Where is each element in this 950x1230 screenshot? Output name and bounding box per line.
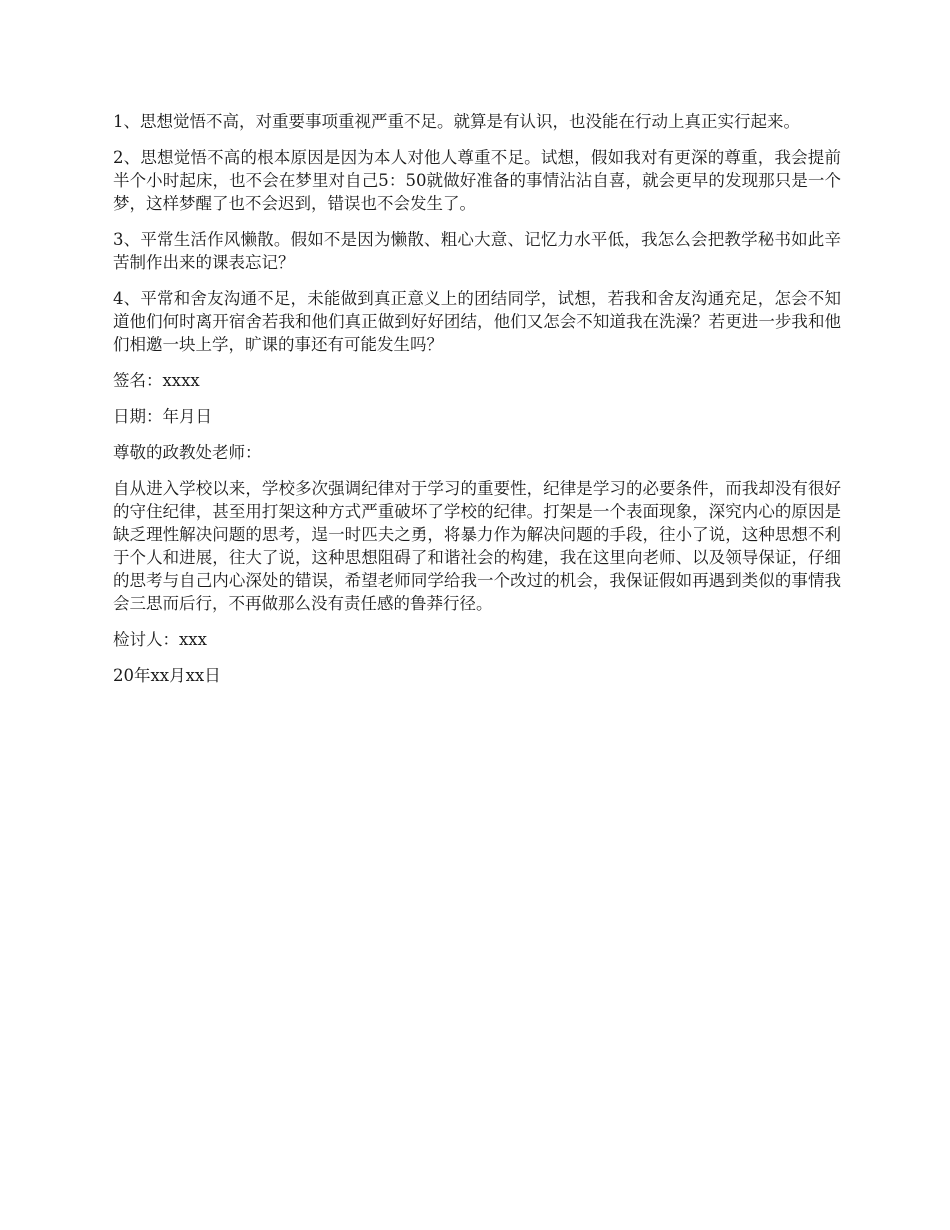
final-date-line: 20年xx月xx日 xyxy=(113,666,221,685)
list-item-3: 3、平常生活作风懒散。假如不是因为懒散、粗心大意、记忆力水平低，我怎么会把教学秘书如此辛苦制作出来的课表忘记？ xyxy=(113,230,841,272)
document-page xyxy=(113,110,841,700)
reviewer-line: 检讨人：xxx xyxy=(113,630,207,649)
salutation: 尊敬的政教处老师： xyxy=(113,443,262,462)
body-paragraph: 自从进入学校以来，学校多次强调纪律对于学习的重要性，纪律是学习的必要条件，而我却没有很好的守住纪律，甚至用打架这种方式严重破坏了学校的纪律。打架是一个表面现象，深究内心的原因是缺乏理性解决问题的思考，逞一时匹夫之勇，将暴力作为解决问题的手段，往小了说，这种思想不利于个人和进展，往大了说，这种思想阻碍了和谐社会的构建，我在这里向老师、以及领导保证，仔细的思考与自己内心深处的错误，希望老师同学给我一个改过的机会，我保证假如再遇到类似的事情我会三思而后行，不再做那么没有责任感的鲁莽行径。 xyxy=(113,479,841,613)
list-item-4: 4、平常和舍友沟通不足，未能做到真正意义上的团结同学，试想，若我和舍友沟通充足，怎会不知道他们何时离开宿舍若我和他们真正做到好好团结，他们又怎会不知道我在洗澡？若更进一步我和他们相邀一块上学，旷课的事还有可能发生吗？ xyxy=(113,289,841,354)
list-item-1: 1、思想觉悟不高，对重要事项重视严重不足。就算是有认识，也没能在行动上真正实行起来。 xyxy=(113,112,800,131)
date-line: 日期：年月日 xyxy=(113,407,212,426)
signature-line: 签名：xxxx xyxy=(113,371,200,390)
list-item-2: 2、思想觉悟不高的根本原因是因为本人对他人尊重不足。试想，假如我对有更深的尊重，我会提前半个小时起床，也不会在梦里对自己5：50就做好准备的事情沾沾自喜，就会更早的发现那只是一个梦，这样梦醒了也不会迟到，错误也不会发生了。 xyxy=(113,148,841,213)
